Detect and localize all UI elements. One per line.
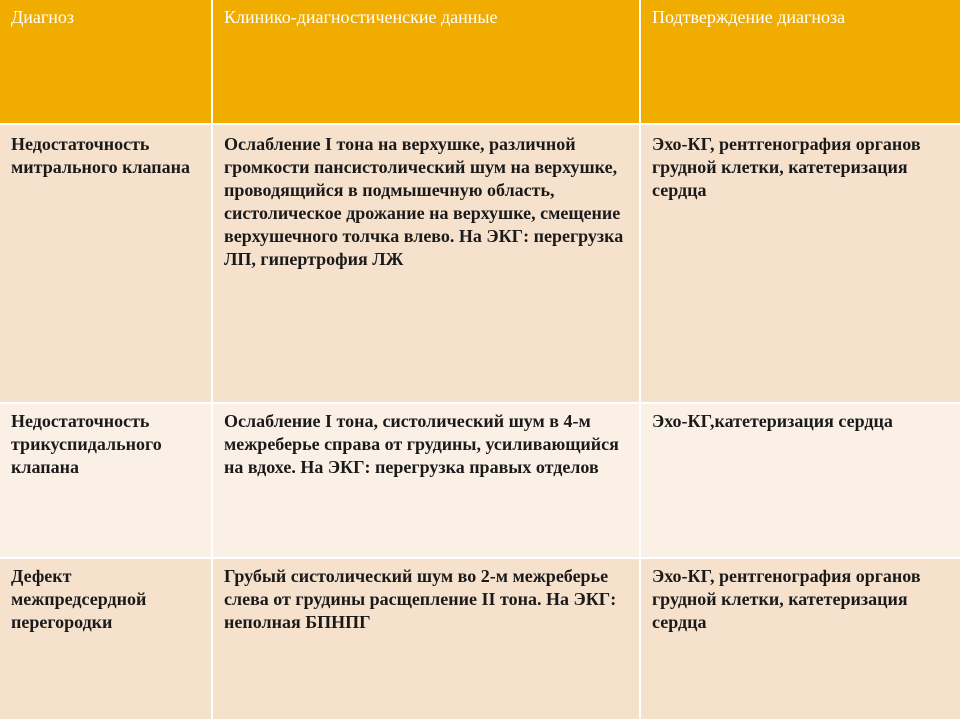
diagnosis-text: Дефект межпредсердной перегородки <box>11 566 147 632</box>
confirmation-text: Эхо-КГ, рентгенография органов грудной клетки, катетеризация сердца <box>652 134 921 200</box>
cell-clinical <box>212 558 640 720</box>
cell-confirmation <box>640 558 960 720</box>
table-header-row <box>0 0 960 124</box>
cell-confirmation <box>640 124 960 403</box>
confirmation-text: Эхо-КГ,катетеризация сердца <box>652 411 893 431</box>
clinical-text: Ослабление I тона на верхушке, различной громкости пансистолический шум на верхушке, проводящийся в подмышечную область, систолическое дрожание на верхушке, смещение верхушечного толчка влево. На ЭКГ: перегрузка ЛП, гипертрофия ЛЖ <box>224 134 624 269</box>
cell-diagnosis <box>0 403 212 558</box>
header-confirmation: Подтверждение диагноза <box>640 0 960 124</box>
cell-diagnosis <box>0 558 212 720</box>
diagnosis-text: Недостаточность митрального клапана <box>11 134 191 177</box>
cell-diagnosis <box>0 124 212 403</box>
clinical-text: Ослабление I тона, систолический шум в 4-м межреберье справа от грудины, усиливающийся на вдохе. На ЭКГ: перегрузка правых отделов <box>224 411 619 477</box>
cell-clinical <box>212 403 640 558</box>
table-row <box>0 124 960 403</box>
header-clinical-data: Клинико-диагностиченские данные <box>212 0 640 124</box>
cell-confirmation <box>640 403 960 558</box>
cell-clinical <box>212 124 640 403</box>
diagnosis-text: Недостаточность трикуспидального клапана <box>11 411 162 477</box>
table-row <box>0 403 960 558</box>
confirmation-text: Эхо-КГ, рентгенография органов грудной клетки, катетеризация сердца <box>652 566 921 632</box>
table-row <box>0 558 960 720</box>
clinical-text: Грубый систолический шум во 2-м межреберье слева от грудины расщепление II тона. На ЭКГ: неполная БПНПГ <box>224 566 617 632</box>
header-diagnosis: Диагноз <box>0 0 212 124</box>
